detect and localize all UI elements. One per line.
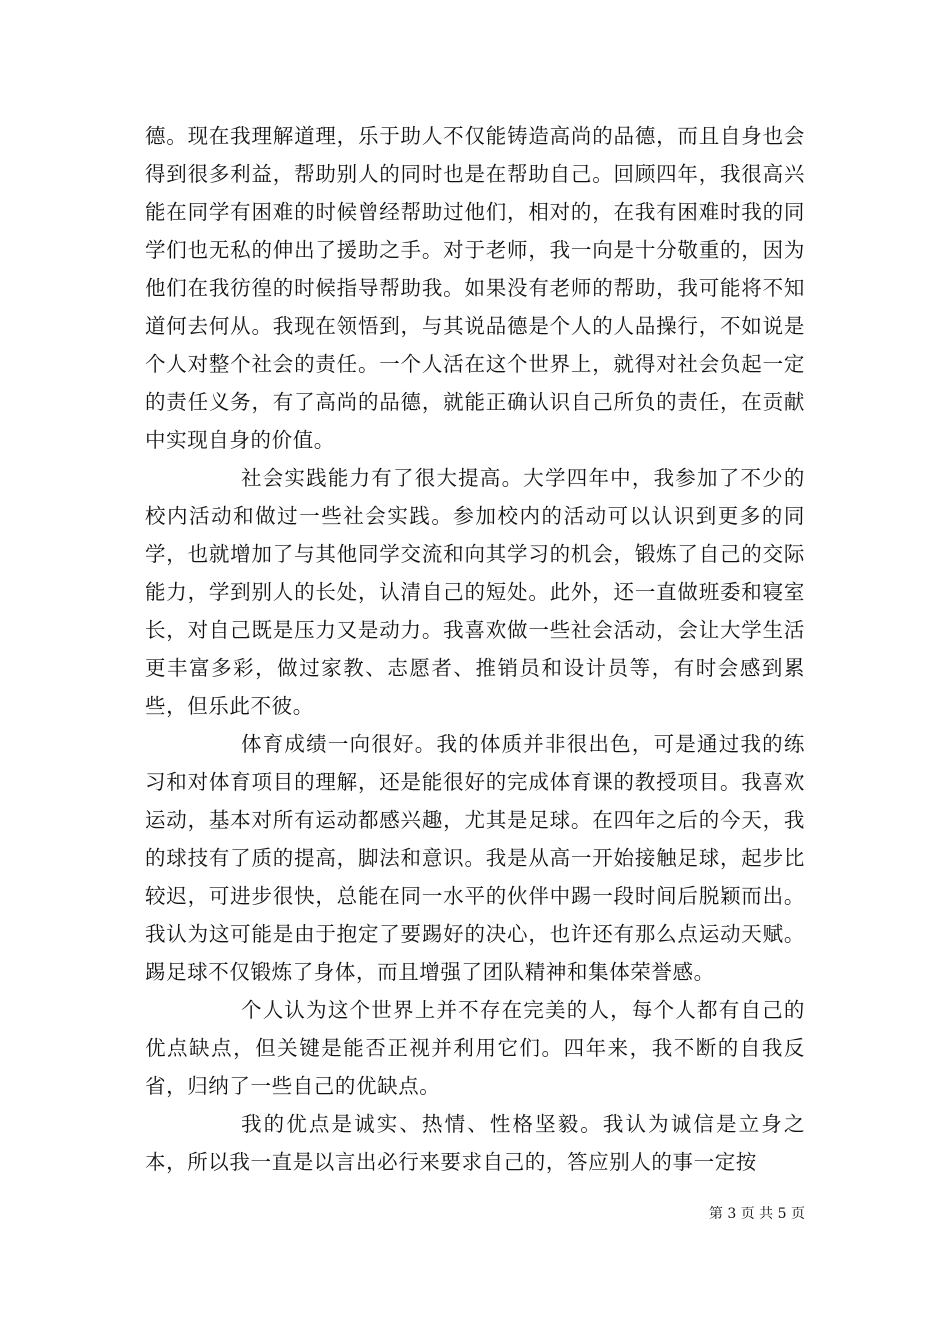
- document-body: [145, 117, 805, 1181]
- page-number-footer: 第 3 页 共 5 页: [708, 1206, 805, 1222]
- paragraph-3: 体育成绩一向很好。我的体质并非很出色，可是通过我的练习和对体育项目的理解，还是能很好的完成体育课的教授项目。我喜欢运动，基本对所有运动都感兴趣，尤其是足球。在四年之后的今天，我的球技有了质的提高，脚法和意识。我是从高一开始接触足球，起步比较迟，可进步很快，总能在同一水平的伙伴中踢一段时间后脱颖而出。我认为这可能是由于抱定了要踢好的决心，也许还有那么点运动天赋。踢足球不仅锻炼了身体，而且增强了团队精神和集体荣誉感。: [145, 732, 805, 984]
- paragraph-4: 个人认为这个世界上并不存在完美的人，每个人都有自己的优点缺点，但关键是能否正视并利用它们。四年来，我不断的自我反省，归纳了一些自己的优缺点。: [145, 998, 805, 1098]
- paragraph-2: 社会实践能力有了很大提高。大学四年中，我参加了不少的校内活动和做过一些社会实践。参加校内的活动可以认识到更多的同学，也就增加了与其他同学交流和向其学习的机会，锻炼了自己的交际能力，学到别人的长处，认清自己的短处。此外，还一直做班委和寝室长，对自己既是压力又是动力。我喜欢做一些社会活动，会让大学生活更丰富多彩，做过家教、志愿者、推销员和设计员等，有时会感到累些，但乐此不彼。: [145, 466, 805, 718]
- paragraph-5: 我的优点是诚实、热情、性格坚毅。我认为诚信是立身之本，所以我一直是以言出必行来要求自己的，答应别人的事一定按: [145, 1112, 805, 1174]
- paragraph-1: 德。现在我理解道理，乐于助人不仅能铸造高尚的品德，而且自身也会得到很多利益，帮助别人的同时也是在帮助自己。回顾四年，我很高兴能在同学有困难的时候曾经帮助过他们，相对的，在我有困难时我的同学们也无私的伸出了援助之手。对于老师，我一向是十分敬重的，因为他们在我彷徨的时候指导帮助我。如果没有老师的帮助，我可能将不知道何去何从。我现在领悟到，与其说品德是个人的人品操行，不如说是个人对整个社会的责任。一个人活在这个世界上，就得对社会负起一定的责任义务，有了高尚的品德，就能正确认识自己所负的责任，在贡献中实现自身的价值。: [145, 124, 805, 452]
